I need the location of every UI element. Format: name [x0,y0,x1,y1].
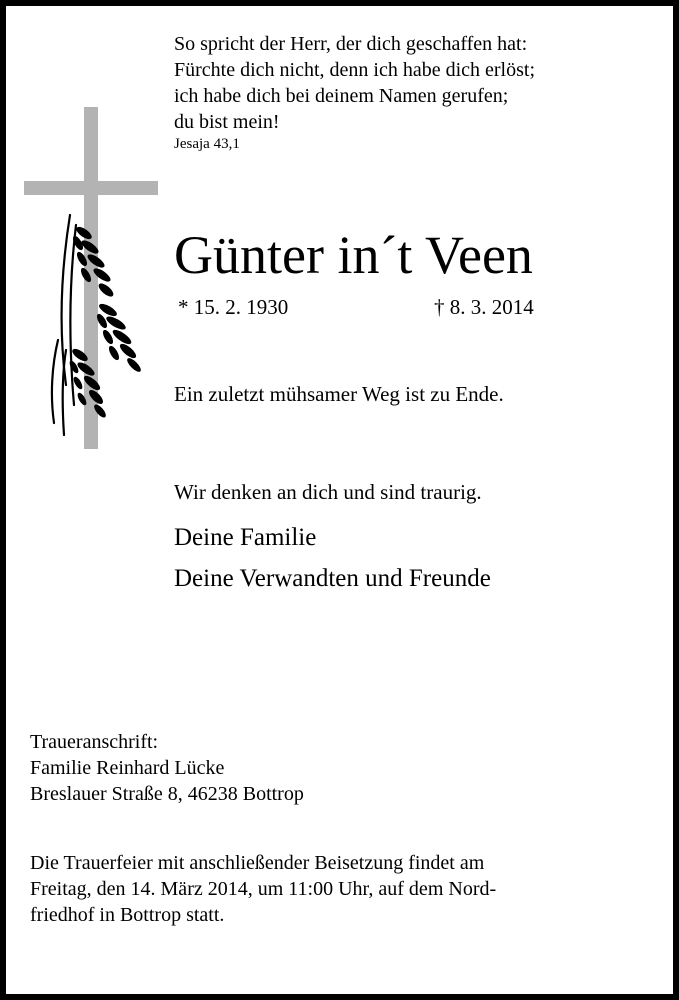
service-note-line-1: Die Trauerfeier mit anschließender Beisetzung findet am [30,852,485,874]
verse-line-4: du bist mein! [174,111,280,133]
address-name: Familie Reinhard Lücke [30,757,225,779]
motto: Ein zuletzt mühsamer Weg ist zu Ende. [174,382,504,406]
birth-date: * 15. 2. 1930 [178,295,289,319]
verse-line-2: Fürchte dich nicht, denn ich habe dich erlöst; [174,59,536,81]
verse-reference: Jesaja 43,1 [174,136,240,152]
verse-line-3: ich habe dich bei deinem Namen gerufen; [174,85,509,107]
address-label: Traueranschrift: [30,731,159,753]
deceased-name: Günter in´t Veen [174,225,533,285]
signature-relatives: Deine Verwandten und Freunde [174,565,491,592]
death-date: † 8. 3. 2014 [434,295,534,319]
signature-family: Deine Familie [174,524,317,551]
cross-with-wheat-icon [22,105,162,455]
verse-line-1: So spricht der Herr, der dich geschaffen hat: [174,33,528,55]
service-note-line-2: Freitag, den 14. März 2014, um 11:00 Uhr, auf dem Nord- [30,878,497,900]
service-note-line-3: friedhof in Bottrop statt. [30,904,225,926]
address-street: Breslauer Straße 8, 46238 Bottrop [30,783,304,805]
mourning-text: Wir denken an dich und sind traurig. [174,480,482,504]
